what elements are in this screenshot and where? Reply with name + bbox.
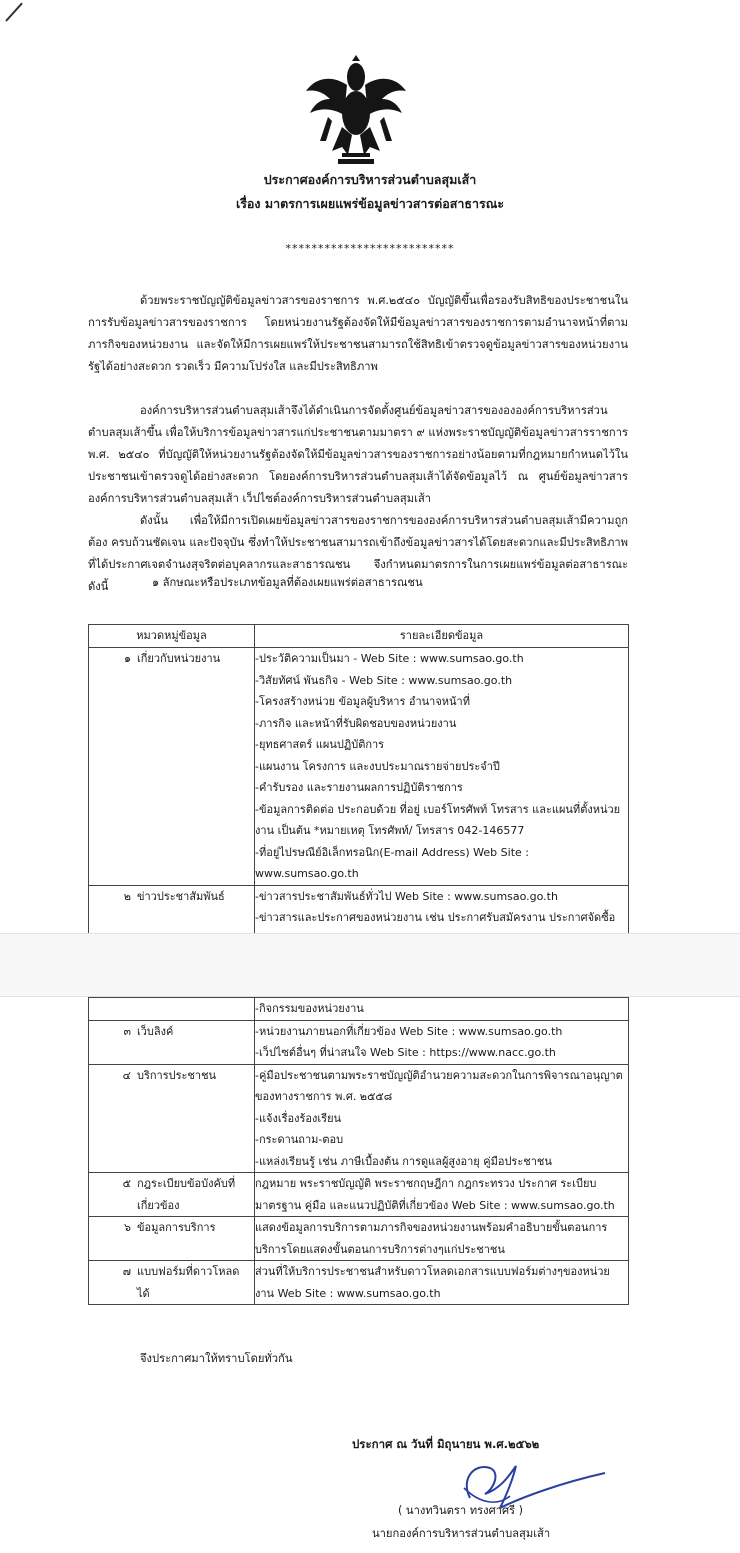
paragraph-1-text: ด้วยพระราชบัญญัติข้อมูลข่าวสารของราชการ พ.ศ.๒๕๔๐ บัญญัติขึ้นเพื่อรองรับสิทธิของประชาชนในการรับข้อมูลข่าวสารของราชการ โดยหน่วยงานรัฐต้องจัดให้มีข้อมูลข่าวสารของราชการตามอำนาจหน้าที่ตามภารกิจของหน่วยงาน และจัดให้มีการเผยแพร่ให้ประชาชนสามารถใช้สิทธิเข้าตรวจดูข้อมูลข่าวสารของหน่วยงานรัฐได้อย่างสะดวก รวดเร็ว มีความโปร่งใส และมีประสิทธิภาพ	[88, 294, 628, 373]
detail-item: -ประวัติความเป็นมา - Web Site : www.sumsao.go.th	[255, 652, 524, 665]
detail-item: -เว็ปไซต์อื่นๆ ที่น่าสนใจ Web Site : https://www.nacc.go.th	[255, 1046, 556, 1059]
section-heading: ๑ ลักษณะหรือประเภทข้อมูลที่ต้องเผยแพร่ต่อสาธารณชน	[152, 576, 423, 589]
header-category: หมวดหมู่ข้อมูล	[89, 625, 255, 648]
table-row	[89, 1020, 629, 1064]
detail-item: -แหล่งเรียนรู้ เช่น ภาษีเบื้องต้น การดูแลผู้สูงอายุ คู่มือประชาชน	[255, 1154, 552, 1168]
row-category: ข้อมูลการบริการ	[137, 1221, 216, 1234]
announcement-date: ประกาศ ณ วันที่ มิถุนายน พ.ศ.๒๕๖๒	[352, 1437, 540, 1451]
detail-item: -ข่าวสารประชาสัมพันธ์ทั่วไป Web Site : www.sumsao.go.th	[255, 889, 558, 903]
signer-name: ( นางทวินตรา ทรงศาศรี )	[398, 1504, 523, 1517]
table-row	[89, 1173, 629, 1217]
paragraph-2	[88, 400, 628, 510]
detail-item: -กระดานถาม-ตอบ	[255, 1133, 344, 1146]
row-number: ๒	[123, 889, 131, 903]
detail-item: ส่วนที่ให้บริการประชาชนสำหรับดาวโหลดเอกสารแบบฟอร์มต่างๆของหน่วยงาน Web Site : www.sumsao.go.th	[255, 1265, 610, 1300]
detail-item: แสดงข้อมูลการบริการตามภารกิจของหน่วยงานพร้อมคำอธิบายขั้นตอนการบริการโดยแสดงขั้นตอนการบริการต่างๆแก่ประชาชน	[255, 1221, 608, 1256]
row-number: ๗	[122, 1265, 131, 1278]
detail-item: -กิจกรรมของหน่วยงาน	[255, 1002, 364, 1015]
detail-item: -วิสัยทัศน์ พันธกิจ - Web Site : www.sumsao.go.th	[255, 673, 513, 687]
closing-statement: จึงประกาศมาให้ทราบโดยทั่วกัน	[140, 1352, 293, 1365]
table-row	[89, 998, 629, 1021]
detail-item: -หน่วยงานภายนอกที่เกี่ยวข้อง Web Site : www.sumsao.go.th	[255, 1024, 563, 1038]
organization-title: ประกาศองค์การบริหารส่วนตำบลสุมเส้า	[263, 172, 477, 187]
data-table-page2	[88, 997, 629, 1305]
table-row	[89, 1064, 629, 1173]
table-row	[89, 1261, 629, 1305]
detail-item: -ภารกิจ และหน้าที่รับผิดชอบของหน่วยงาน	[255, 716, 457, 730]
row-category: แบบฟอร์มที่ดาวโหลดได้	[137, 1265, 240, 1300]
detail-item: -โครงสร้างหน่วย ข้อมูลผู้บริหาร อำนาจหน้าที่	[255, 695, 470, 708]
detail-item: -คำรับรอง และรายงานผลการปฏิบัติราชการ	[255, 781, 463, 794]
row-category: กฎระเบียบข้อบังคับที่เกี่ยวข้อง	[137, 1177, 236, 1212]
row-category: เว็บลิงค์	[137, 1024, 174, 1038]
table-row	[89, 648, 629, 886]
row-category: บริการประชาชน	[137, 1068, 217, 1082]
table-row	[89, 1217, 629, 1261]
row-number: ๔	[122, 1068, 131, 1082]
detail-item: -ข่าวสารและประกาศของหน่วยงาน เช่น ประกาศรับสมัครงาน ประกาศจัดซื้อ	[255, 911, 616, 924]
subject-title: เรื่อง มาตรการเผยแพร่ข้อมูลข่าวสารต่อสาธารณะ	[235, 196, 505, 211]
detail-item: -ที่อยู่ไปรษณีย์อิเล็กทรอนิก(E-mail Address) Web Site : www.sumsao.go.th	[255, 845, 529, 880]
page-break	[0, 933, 740, 997]
row-number: ๑	[124, 652, 131, 665]
detail-item: -แผนงาน โครงการ และงบประมาณรายจ่ายประจำปี	[255, 759, 500, 773]
paragraph-2-text: องค์การบริหารส่วนตำบลสุมเส้าจึงได้ดำเนินการจัดตั้งศูนย์ข้อมูลข่าวสารของององค์การบริหารส่วนตำบลสุมเส้าขึ้น เพื่อให้บริการข้อมูลข่าวสารแก่ประชาชนตามมาตรา ๙ แห่งพระราชบัญญัติข้อมูลข่าวสารราชการ พ.ศ. ๒๕๔๐ ที่บัญญัติให้หน่วยงานรัฐต้องจัดให้มีข้อมูลข่าวสารของราชการอย่างน้อยตามที่กฎหมายกำหนดไว้ในประชาชนเข้าตรวจดูได้อย่างสะดวก โดยองค์การบริหารส่วนตำบลสุมเส้าได้จัดข้อมูลไว้ ณ ศูนย์ข้อมูลข่าวสารองค์การบริหารส่วนตำบลสุมเส้า เว็ปไซต์องค์การบริหารส่วนตำบลสุมเส้า	[88, 404, 628, 505]
header-details: รายละเอียดข้อมูล	[255, 625, 629, 648]
detail-item: -แจ้งเรื่องร้องเรียน	[255, 1111, 342, 1125]
row-category: ข่าวประชาสัมพันธ์	[137, 889, 225, 903]
row-number: ๓	[123, 1024, 131, 1038]
row-category: เกี่ยวกับหน่วยงาน	[137, 652, 221, 665]
detail-item: -คู่มือประชาชนตามพระราชบัญญัติอำนวยความสะดวกในการพิจารณาอนุญาตของทางราชการ พ.ศ. ๒๕๕๘	[255, 1068, 623, 1103]
detail-item: -ยุทธศาสตร์ แผนปฏิบัติการ	[255, 738, 385, 751]
paragraph-3-text: ดังนั้น เพื่อให้มีการเปิดเผยข้อมูลข่าวสารของราชการขององค์การบริหารส่วนตำบลสุมเส้ามีความถูกต้อง ครบถ้วนชัดเจน และปัจจุบัน ซึ่งทำให้ประชาชนสามารถเข้าถึงข้อมูลข่าวสารได้โดยสะดวกและมีประสิทธิภาพที่ได้ประกาศเจตจำนงสุจริตต่อบุคลากรและสาธารณชน จึงกำหนดมาตรการในการเผยแพร่ข้อมูลต่อสาธารณะ ดังนี้	[88, 514, 628, 593]
data-table-page1	[88, 624, 629, 951]
row-number: ๕	[122, 1177, 131, 1190]
garuda-emblem-icon	[302, 55, 410, 167]
signer-position: นายกองค์การบริหารส่วนตำบลสุมเส้า	[372, 1527, 551, 1540]
table-header-row	[89, 625, 629, 648]
detail-item: -ข้อมูลการติดต่อ ประกอบด้วย ที่อยู่ เบอร์โทรศัพท์ โทรสาร และแผนที่ตั้งหน่วยงาน เป็นต้น *หมายเหตุ โทรศัพท์/ โทรสาร 042-146577	[255, 802, 621, 837]
row-number: ๖	[124, 1221, 131, 1234]
detail-item: กฎหมาย พระราชบัญญัติ พระราชกฤษฎีกา กฎกระทรวง ประกาศ ระเบียบ มาตรฐาน คู่มือ และแนวปฏิบัติที่เกี่ยวข้อง Web Site : www.sumsao.go.th	[255, 1177, 615, 1212]
paragraph-1	[88, 290, 628, 378]
separator: **************************	[285, 242, 455, 255]
pen-mark	[5, 2, 23, 21]
